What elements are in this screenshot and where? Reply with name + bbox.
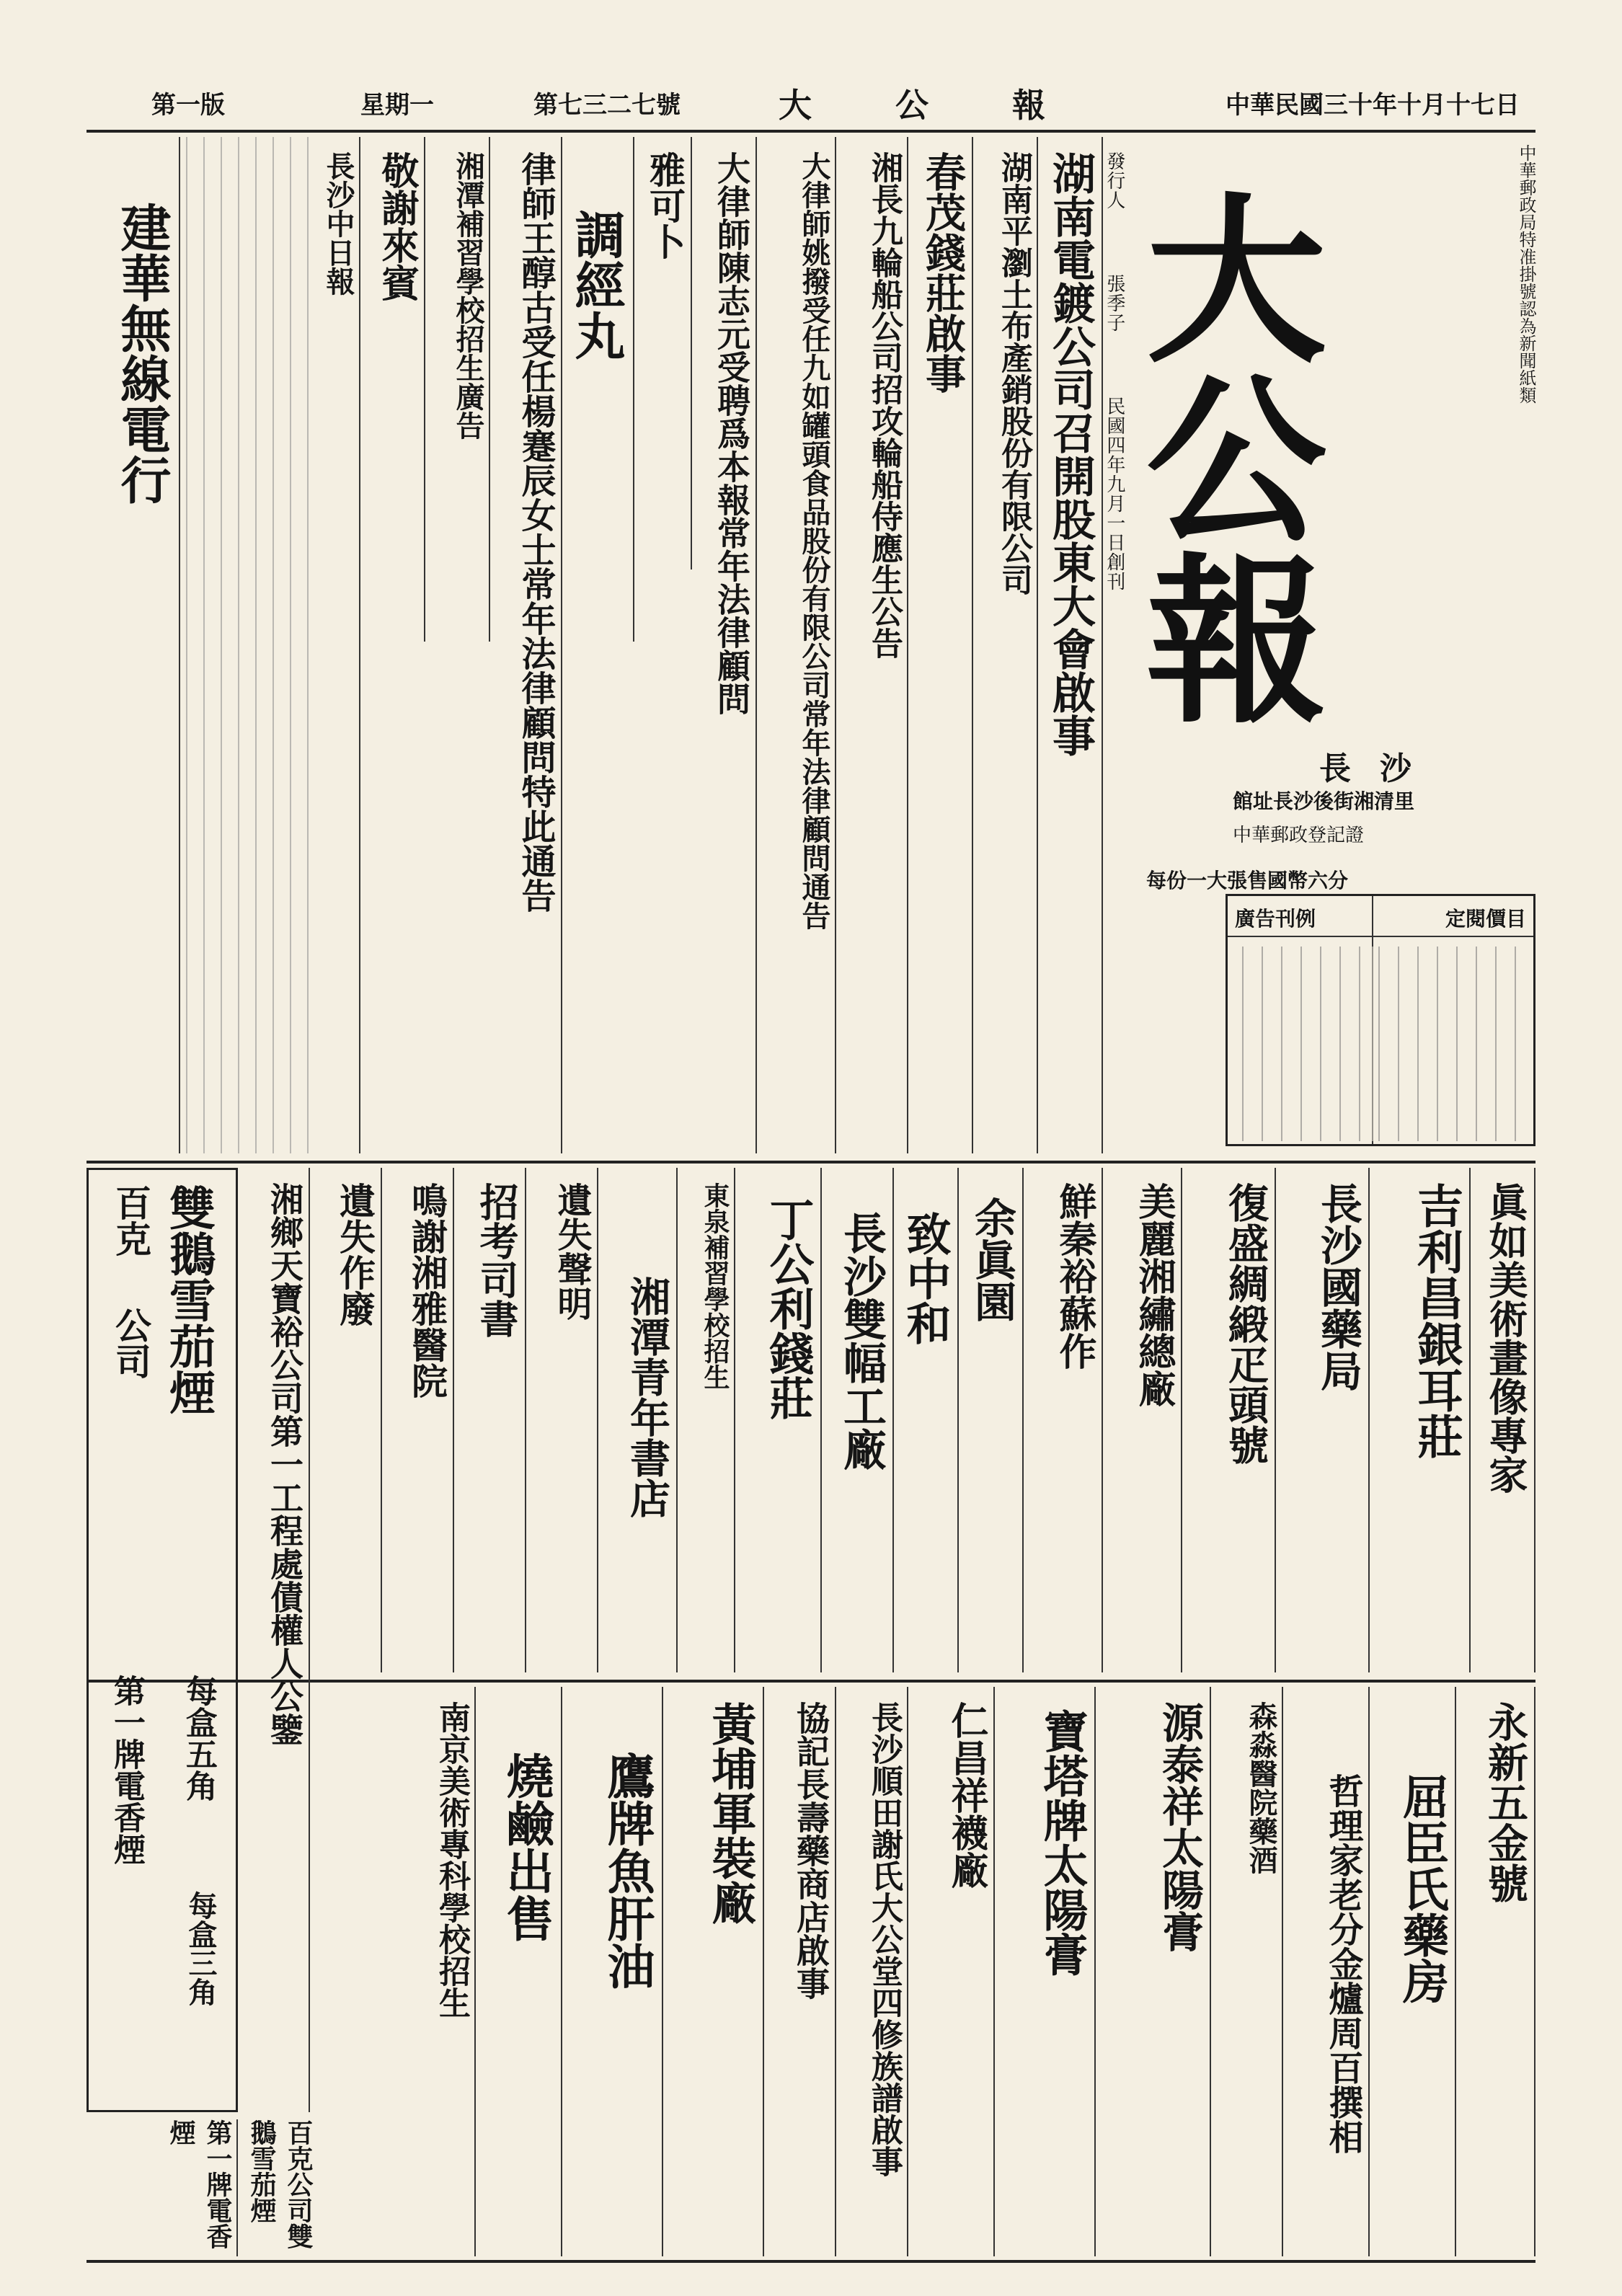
ad-mid-11-title: 鮮秦裕蘇作 <box>1052 1182 1096 1370</box>
footer-rule <box>87 2260 1535 2263</box>
ad-bottom-2 <box>317 1687 476 2256</box>
masthead-founded: 民國四年九月一日創刊 <box>1103 396 1125 591</box>
bottom-left-ad <box>87 1168 238 2112</box>
ad-bottom-8 <box>908 1687 995 2256</box>
ad-top-4 <box>757 137 836 1153</box>
ad-mid-2 <box>382 1168 454 1672</box>
ad-mid-5-title: 湘潭青年書店 <box>624 1276 671 1518</box>
ad-bottom-2-title: 南京美術專科學校招生 <box>433 1701 470 2018</box>
ad-top-0 <box>1038 137 1103 1153</box>
ad-bottom-1 <box>87 2119 238 2256</box>
ad-bottom-14-title: 永新五金號 <box>1481 1701 1529 1903</box>
ad-mid-7 <box>735 1168 822 1672</box>
ad-top-12 <box>87 137 180 1153</box>
ad-bottom-10 <box>1096 1687 1211 2256</box>
ad-bottom-3-title: 燒鹼出售 <box>498 1752 554 1942</box>
masthead-registration: 中華郵政登記證 <box>1233 825 1365 846</box>
ad-top-2 <box>908 137 973 1153</box>
ad-mid-4 <box>526 1168 598 1672</box>
ad-top-1 <box>973 137 1038 1153</box>
ad-mid-14-title: 長沙國藥局 <box>1313 1182 1362 1391</box>
ad-bottom-8-title: 仁昌祥襪廠 <box>944 1701 988 1889</box>
ad-top-12-title: 建華無線電行 <box>112 202 172 505</box>
ad-top-11 <box>310 137 360 1153</box>
ad-top-2-title: 春茂錢莊啟事 <box>919 151 967 394</box>
ad-top-7 <box>562 137 634 642</box>
ad-bottom-14 <box>1456 1687 1535 2256</box>
bottom-left-ad-price2: 每盒三角 <box>184 1891 218 2006</box>
ad-mid-0 <box>238 1168 310 2112</box>
ad-mid-11 <box>1024 1168 1103 1672</box>
ad-bottom-4-title: 鷹牌魚肝油 <box>599 1752 655 1990</box>
ad-top-8-title: 律師王醇古受任楊蹇辰女士常年法律顧問特此通告 <box>515 151 556 913</box>
ad-mid-14 <box>1276 1168 1370 1672</box>
ad-mid-16-title: 眞如美術畫像專家 <box>1483 1182 1529 1494</box>
ad-mid-1 <box>310 1168 382 1672</box>
ad-top-10-title: 敬謝來賓 <box>375 151 419 301</box>
ad-bottom-11 <box>1211 1687 1283 2256</box>
ad-bottom-13-title: 屈臣氏藥房 <box>1395 1773 1449 2004</box>
ad-bottom-6 <box>764 1687 836 2256</box>
ad-bottom-1-title: 第一牌電香煙 <box>166 2119 233 2249</box>
ad-mid-12 <box>1103 1168 1182 1672</box>
bottom-left-ad-product: 雙鵝雪茄煙 <box>161 1184 216 1415</box>
header-paper-name: 大 公 報 <box>779 86 1082 125</box>
ad-top-9-title: 湘潭補習學校招生廣告 <box>451 151 485 440</box>
ad-mid-5 <box>598 1168 678 1672</box>
ad-bottom-5 <box>663 1687 764 2256</box>
ad-top-7-title: 調經丸 <box>567 209 626 360</box>
ad-bottom-0 <box>238 2119 317 2256</box>
ad-bottom-12-title: 哲理家老分金爐周百撰相 <box>1323 1773 1363 2154</box>
price-table <box>1226 894 1535 1146</box>
masthead-char-bao: 報 <box>1146 536 1326 748</box>
top-body-texture <box>180 137 310 1153</box>
ad-bottom-13 <box>1370 1687 1456 2256</box>
price-table-divider <box>1228 936 1533 937</box>
ad-bottom-9 <box>995 1687 1096 2256</box>
ad-top-0-title: 湖南電鍍公司召開股東大會啟事 <box>1045 151 1096 757</box>
ad-top-10 <box>360 137 425 642</box>
ad-mid-9-title: 致中和 <box>899 1211 952 1345</box>
ad-top-4-title: 大律師姚撥受任九如罐頭食品股份有限公司常年法律顧問通告 <box>797 151 831 930</box>
price-table-col1: 定閱價目 <box>1445 907 1526 931</box>
header-page: 第一版 <box>151 91 225 120</box>
ad-mid-12-title: 美麗湘繡總廠 <box>1132 1182 1176 1407</box>
ad-mid-10 <box>959 1168 1024 1672</box>
ad-top-6-title: 雅可卜 <box>644 151 686 260</box>
ad-mid-6-title: 東泉補習學校招生 <box>700 1182 730 1390</box>
ad-mid-2-title: 鳴謝湘雅醫院 <box>406 1182 448 1399</box>
ad-mid-0-title: 湘鄉天寶裕公司第一工程處債權人公鑒 <box>265 1182 304 1746</box>
bottom-left-ad-line2: 公司 <box>110 1307 152 1379</box>
ad-bottom-5-title: 黃埔軍裝廠 <box>704 1701 757 1925</box>
ad-top-3-title: 湘長九輪船公司招攻輪船侍應生公告 <box>866 151 903 659</box>
ad-top-9 <box>425 137 490 642</box>
ad-bottom-3 <box>476 1687 562 2256</box>
price-table-col2: 廣告刊例 <box>1235 907 1316 931</box>
ad-bottom-9-title: 寶塔牌太陽膏 <box>1036 1708 1089 1977</box>
header-issue-no: 第七三二七號 <box>533 91 681 120</box>
ad-mid-10-title: 余眞園 <box>967 1197 1016 1322</box>
ad-mid-15-title: 吉利昌銀耳莊 <box>1409 1182 1463 1459</box>
masthead-postal-notice: 中華郵政局特准掛號認為新聞紙類 <box>1516 144 1536 404</box>
ad-mid-13-title: 復盛綢緞疋頭號 <box>1222 1182 1269 1465</box>
bottom-left-ad-line1: 百克 <box>110 1184 152 1256</box>
ad-top-5-title: 大律師陳志元受聘爲本報常年法律顧問 <box>712 151 751 715</box>
ad-mid-13 <box>1182 1168 1276 1672</box>
masthead <box>1103 137 1535 901</box>
ad-mid-15 <box>1370 1168 1471 1672</box>
header-weekday: 星期一 <box>360 91 434 120</box>
ad-top-6 <box>634 137 692 569</box>
ad-top-8 <box>490 137 562 1153</box>
ad-top-11-title: 長沙中日報 <box>322 151 355 296</box>
ad-mid-16 <box>1471 1168 1535 1672</box>
header-bar <box>87 79 1535 123</box>
masthead-char-gong: 公 <box>1146 355 1326 567</box>
masthead-city: 長沙 <box>1319 750 1440 787</box>
ad-top-3 <box>836 137 908 1153</box>
ad-top-1-title: 湖南平瀏土布產銷股份有限公司 <box>996 151 1032 595</box>
ad-bottom-10-title: 源泰祥太陽膏 <box>1155 1701 1204 1952</box>
ad-mid-4-title: 遺失聲明 <box>551 1182 592 1321</box>
ad-bottom-4 <box>562 1687 663 2256</box>
masthead-publisher-label: 發行人 <box>1103 151 1125 210</box>
masthead-address: 館址長沙後街湘清里 <box>1233 789 1415 813</box>
ad-bottom-11-title: 森淼醫院藥酒 <box>1244 1701 1278 1874</box>
bottom-left-ad-brand2: 第一牌電香煙 <box>108 1675 145 1865</box>
ad-bottom-0-title: 百克公司雙鵝雪茄煙 <box>247 2119 314 2249</box>
ad-bottom-6-title: 協記長壽藥商店啟事 <box>792 1701 830 2000</box>
ad-mid-1-title: 遺失作廢 <box>334 1182 376 1326</box>
ad-mid-7-title: 丁公利錢莊 <box>762 1197 815 1420</box>
masthead-price: 每份一大張售國幣六分 <box>1146 869 1349 892</box>
ad-mid-3-title: 招考司書 <box>474 1182 520 1338</box>
section-rule-mid <box>87 1161 1535 1163</box>
ad-mid-3 <box>454 1168 526 1672</box>
masthead-char-da: 大 <box>1146 175 1326 387</box>
ad-bottom-7 <box>836 1687 908 2256</box>
header-date: 中華民國三十年十月十七日 <box>1226 91 1520 120</box>
masthead-publisher: 張季子 <box>1103 274 1125 332</box>
ad-mid-6 <box>678 1168 735 1672</box>
ad-bottom-12 <box>1283 1687 1370 2256</box>
ad-bottom-7-title: 長沙順田謝氏大公堂四修族譜啟事 <box>866 1701 903 2177</box>
header-rule <box>87 130 1535 133</box>
ad-mid-8-title: 長沙雙幅工廠 <box>836 1211 887 1471</box>
ad-mid-9 <box>894 1168 959 1672</box>
ad-top-5 <box>692 137 757 1153</box>
ad-mid-8 <box>822 1168 894 1672</box>
bottom-left-ad-price1: 每盒五角 <box>180 1675 217 1801</box>
price-table-body <box>1235 947 1530 1141</box>
